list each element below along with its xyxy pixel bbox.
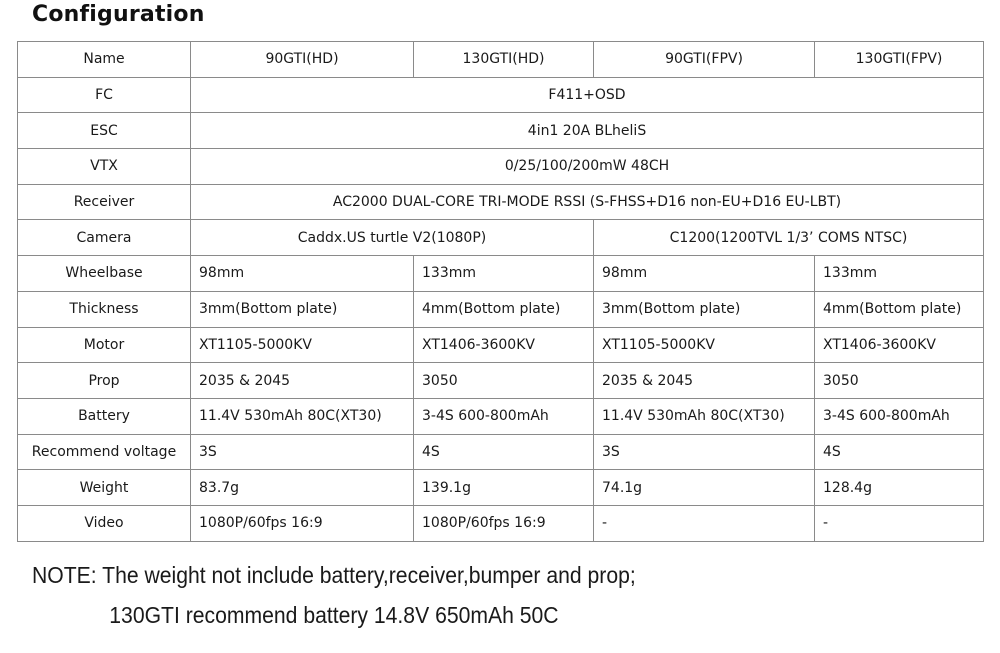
table-row-motor [18,327,984,363]
configuration-table [17,41,984,542]
cell-value: XT1406-3600KV [815,327,984,363]
table-row-recommend-voltage [18,434,984,470]
table-row-prop [18,363,984,399]
cell-value: 3S [191,434,414,470]
header-label: Name [18,42,191,78]
cell-value: 3050 [414,363,594,399]
row-label: Camera [18,220,191,256]
cell-value: - [815,505,984,541]
table-row-esc [18,113,984,149]
row-value: 4in1 20A BLheliS [191,113,984,149]
cell-value: 11.4V 530mAh 80C(XT30) [191,398,414,434]
row-label: Recommend voltage [18,434,191,470]
table-row-camera [18,220,984,256]
cell-value: 1080P/60fps 16:9 [414,505,594,541]
cell-value: 3mm(Bottom plate) [191,291,414,327]
note-block [32,560,636,630]
row-label: Motor [18,327,191,363]
table-row-receiver [18,184,984,220]
row-label: Video [18,505,191,541]
table-header-row [18,42,984,78]
row-label: ESC [18,113,191,149]
row-label: VTX [18,149,191,185]
table-row-vtx [18,149,984,185]
header-model: 90GTI(FPV) [594,42,815,78]
camera-hd-value: Caddx.US turtle V2(1080P) [191,220,594,256]
row-label: Battery [18,398,191,434]
cell-value: 4mm(Bottom plate) [815,291,984,327]
note-line-2: 130GTI recommend battery 14.8V 650mAh 50C [109,602,559,628]
cell-value: 133mm [414,256,594,292]
cell-value: 1080P/60fps 16:9 [191,505,414,541]
row-value: F411+OSD [191,77,984,113]
cell-value: 3mm(Bottom plate) [594,291,815,327]
cell-value: 74.1g [594,470,815,506]
table-row-fc [18,77,984,113]
cell-value: 83.7g [191,470,414,506]
row-value: 0/25/100/200mW 48CH [191,149,984,185]
row-label: Wheelbase [18,256,191,292]
header-model: 130GTI(HD) [414,42,594,78]
cell-value: XT1406-3600KV [414,327,594,363]
cell-value: 2035 & 2045 [191,363,414,399]
cell-value: 133mm [815,256,984,292]
row-label: FC [18,77,191,113]
cell-value: 98mm [594,256,815,292]
cell-value: 3-4S 600-800mAh [815,398,984,434]
row-label: Receiver [18,184,191,220]
cell-value: 3050 [815,363,984,399]
cell-value: XT1105-5000KV [191,327,414,363]
cell-value: 4S [414,434,594,470]
page-title: Configuration [32,2,205,27]
camera-fpv-value: C1200(1200TVL 1/3’ COMS NTSC) [594,220,984,256]
cell-value: 4S [815,434,984,470]
cell-value: 98mm [191,256,414,292]
cell-value: 3-4S 600-800mAh [414,398,594,434]
cell-value: 128.4g [815,470,984,506]
table-row-video [18,505,984,541]
cell-value: 139.1g [414,470,594,506]
header-model: 130GTI(FPV) [815,42,984,78]
row-label: Prop [18,363,191,399]
cell-value: 11.4V 530mAh 80C(XT30) [594,398,815,434]
header-model: 90GTI(HD) [191,42,414,78]
row-label: Weight [18,470,191,506]
cell-value: 3S [594,434,815,470]
row-value: AC2000 DUAL-CORE TRI-MODE RSSI (S-FHSS+D16 non-EU+D16 EU-LBT) [191,184,984,220]
note-line-1: NOTE: The weight not include battery,receiver,bumper and prop; [32,562,636,588]
table-row-weight [18,470,984,506]
cell-value: - [594,505,815,541]
table-row-wheelbase [18,256,984,292]
cell-value: XT1105-5000KV [594,327,815,363]
row-label: Thickness [18,291,191,327]
cell-value: 2035 & 2045 [594,363,815,399]
cell-value: 4mm(Bottom plate) [414,291,594,327]
table-row-battery [18,398,984,434]
table-row-thickness [18,291,984,327]
